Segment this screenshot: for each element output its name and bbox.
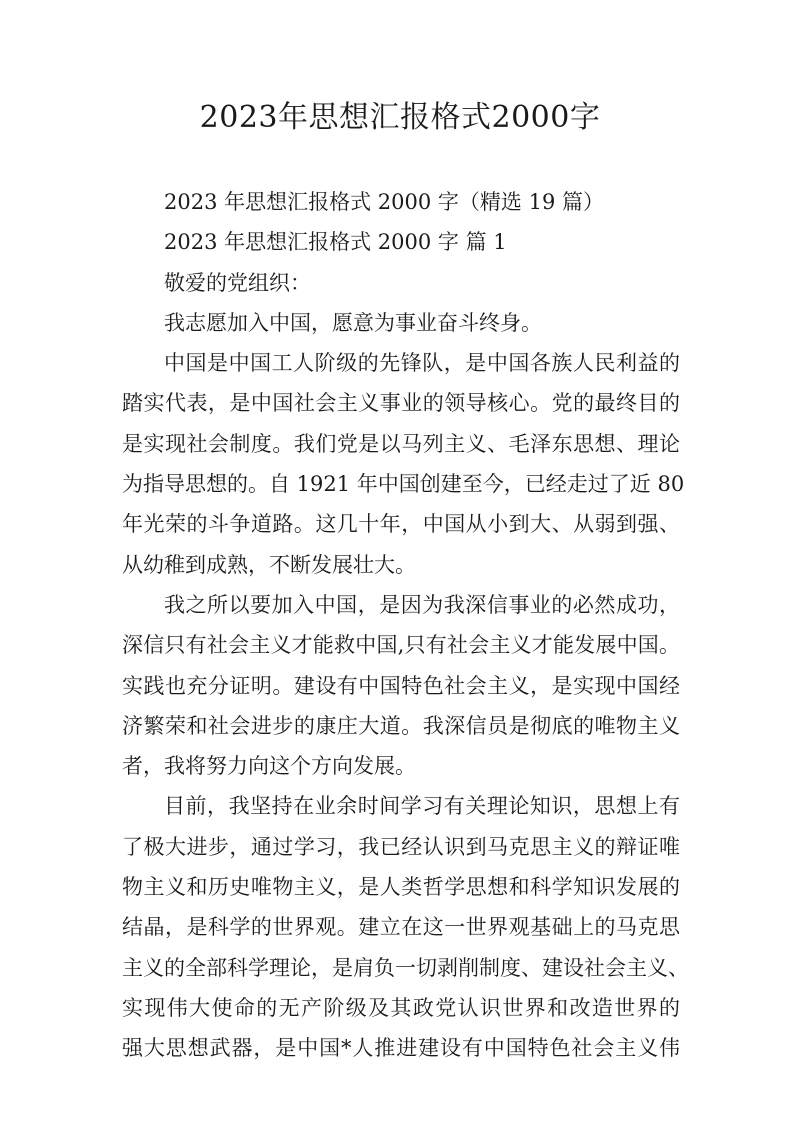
body-line: 我之所以要加入中国，是因为我深信事业的必然成功， <box>164 592 680 617</box>
body-line: 济繁荣和社会进步的康庄大道。我深信员是彻底的唯物主义 <box>122 713 680 738</box>
body-line: 主义的全部科学理论，是肩负一切剥削制度、建设社会主义、 <box>122 955 689 980</box>
document-body <box>122 182 689 1069</box>
body-line: 强大思想武器，是中国*人推进建设有中国特色社会主义伟 <box>122 1036 680 1061</box>
body-line: 目前，我坚持在业余时间学习有关理论知识，思想上有 <box>164 794 680 819</box>
body-line: 从幼稚到成熟，不断发展壮大。 <box>122 552 416 577</box>
body-line: 2023 年思想汇报格式 2000 字（精选 19 篇） <box>164 190 604 214</box>
body-line: 物主义和历史唯物主义，是人类哲学思想和科学知识发展的 <box>122 875 680 900</box>
body-line: 我志愿加入中国，愿意为事业奋斗终身。 <box>164 310 542 335</box>
body-line: 结晶，是科学的世界观。建立在这一世界观基础上的马克思 <box>122 915 680 940</box>
body-line: 深信只有社会主义才能救中国,只有社会主义才能发展中国。 <box>122 633 680 658</box>
body-line: 为指导思想的。自 1921 年中国创建至今，已经走过了近 80 <box>122 472 685 497</box>
body-line: 中国是中国工人阶级的先锋队，是中国各族人民利益的 <box>164 351 680 376</box>
body-line: 实践也充分证明。建设有中国特色社会主义，是实现中国经 <box>122 673 680 698</box>
body-line: 实现伟大使命的无产阶级及其政党认识世界和改造世界的 <box>122 995 680 1020</box>
body-line: 是实现社会制度。我们党是以马列主义、毛泽东思想、理论 <box>122 431 680 456</box>
document-title: 2023年思想汇报格式2000字 <box>199 100 601 135</box>
body-line: 敬爱的党组织： <box>164 270 311 295</box>
body-line: 了极大进步，通过学习，我已经认识到马克思主义的辩证唯 <box>122 834 680 859</box>
body-line: 者，我将努力向这个方向发展。 <box>122 754 416 779</box>
body-line: 年光荣的斗争道路。这几十年，中国从小到大、从弱到强、 <box>122 512 680 537</box>
body-line: 踏实代表，是中国社会主义事业的领导核心。党的最终目的 <box>122 391 680 416</box>
body-line: 2023 年思想汇报格式 2000 字 篇 1 <box>164 230 507 255</box>
